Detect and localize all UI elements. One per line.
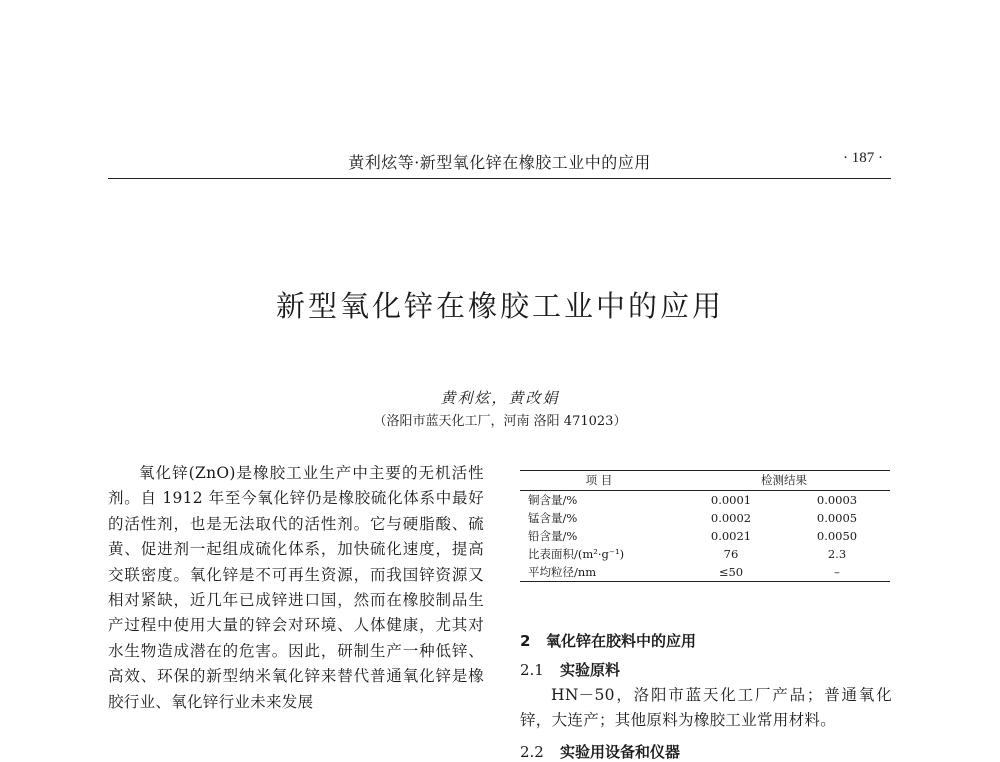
row-value-1: 0.0002 — [710, 511, 752, 525]
table-row — [520, 545, 890, 563]
results-table — [520, 470, 890, 582]
table-row — [520, 509, 890, 527]
row-value-1: 76 — [723, 547, 739, 561]
intro-paragraph: 氧化锌(ZnO)是橡胶工业生产中主要的无机活性剂。自 1912 年至今氧化锌仍是橡胶硫化体系中最好的活性剂，也是无法取代的活性剂。它与硬脂酸、硫黄、促进剂一起组成硫化体系，加快硫化速度，提高交联密度。氧化锌是不可再生资源，而我国锌资源又相对紧缺，近几年已成锌进口国，然而在橡胶制品生产过程中使用大量的锌会对环境、人体健康，尤其对水生物造成潜在的危害。因此，研制生产一种低锌、高效、环保的新型纳米氧化锌来替代普通氧化锌是橡胶行业、氧化锌行业未来发展 — [108, 464, 484, 711]
row-value-1: 0.0021 — [710, 529, 752, 543]
table-header-result: 检测结果 — [678, 471, 890, 491]
table-row — [520, 527, 890, 545]
row-label: 平均粒径/nm — [520, 563, 678, 582]
section-2-number: 2 — [520, 632, 531, 650]
affiliation: （洛阳市蓝天化工厂，河南 洛阳 471023） — [373, 414, 627, 429]
row-value-2: 2.3 — [827, 547, 847, 561]
table-header-row — [520, 471, 890, 491]
authors: 黄利炫，黄改娟 — [440, 389, 560, 407]
row-value-2: 0.0005 — [816, 511, 858, 525]
table-row — [520, 491, 890, 510]
section-2-1-body — [520, 683, 892, 734]
row-label: 铜含量/% — [528, 493, 578, 507]
row-label: 比表面积/(m²·g⁻¹) — [528, 547, 625, 561]
row-value-2: 0.0050 — [816, 529, 858, 543]
section-2-1-paragraph: HN－50，洛阳市蓝天化工厂产品；普通氧化锌，大连产；其他原料为橡胶工业常用材料。 — [520, 686, 892, 730]
paper-title: 新型氧化锌在橡胶工业中的应用 — [275, 289, 724, 323]
section-2-1-number: 2.1 — [520, 661, 544, 679]
section-2-2-number: 2.2 — [520, 743, 544, 761]
section-2-1-heading — [520, 659, 620, 680]
table-header-item: 项 目 — [520, 471, 678, 491]
row-label: 锰含量/% — [528, 511, 578, 525]
section-2-2-heading — [520, 741, 680, 762]
row-value-1: 0.0001 — [710, 493, 752, 507]
row-label: 铅含量/% — [528, 529, 578, 543]
page-number: · 187 · — [843, 150, 883, 166]
section-2-1-title: 实验原料 — [560, 661, 621, 679]
section-2-2-title: 实验用设备和仪器 — [560, 743, 681, 761]
section-2-heading — [520, 630, 696, 651]
running-head — [108, 150, 891, 179]
table-row — [520, 563, 890, 582]
row-value-2: – — [784, 563, 890, 582]
intro-column — [108, 461, 484, 715]
running-title: 黄利炫等·新型氧化锌在橡胶工业中的应用 — [348, 153, 651, 172]
row-value-1: ≤50 — [678, 563, 784, 582]
section-2-title: 氧化锌在胶料中的应用 — [546, 632, 697, 650]
row-value-2: 0.0003 — [816, 493, 858, 507]
